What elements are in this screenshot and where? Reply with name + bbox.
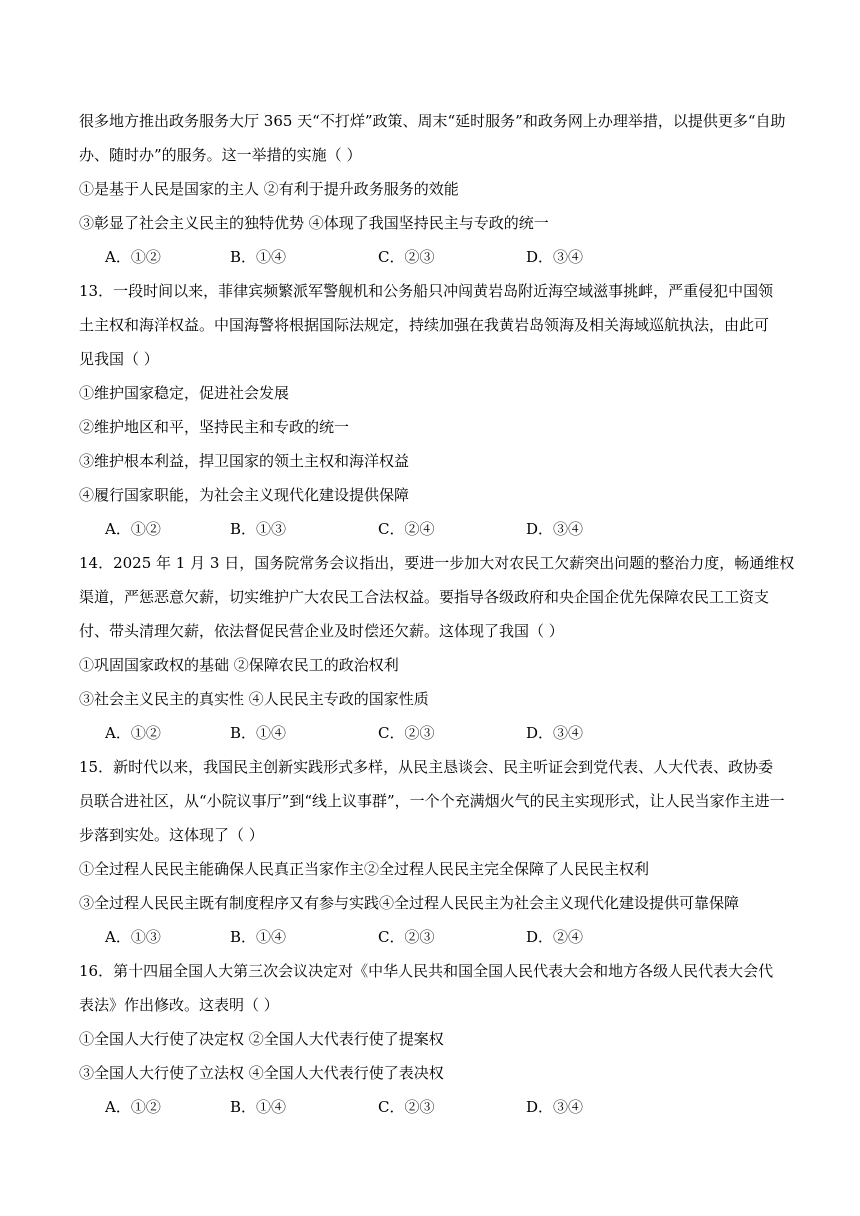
q13-statement-1: ①维护国家稳定，促进社会发展	[79, 384, 290, 402]
q13-option-d[interactable]: D．③④	[526, 520, 584, 538]
q15-statements-2: ③全过程人民民主既有制度程序又有参与实践④全过程人民民主为社会主义现代化建设提供可靠保障	[79, 894, 740, 912]
q12-statements-2: ③彰显了社会主义民主的独特优势 ④体现了我国坚持民主与专政的统一	[79, 214, 549, 232]
q16-option-b[interactable]: B．①④	[230, 1098, 287, 1116]
q16-stem-line-1: 16．第十四届全国人大第三次会议决定对《中华人民共和国全国人民代表大会和地方各级人民代表大会代	[79, 962, 774, 980]
q15-stem-line-2: 员联合进社区，从“小院议事厅”到“线上议事群”，一个个充满烟火气的民主实现形式，让人民当家作主进一	[79, 792, 785, 810]
q15-option-b[interactable]: B．①④	[230, 928, 287, 946]
q14-option-a[interactable]: A．①②	[105, 724, 161, 742]
q13-stem-line-1: 13．一段时间以来，菲律宾频繁派军警舰机和公务船只冲闯黄岩岛附近海空域滋事挑衅，严重侵犯中国领	[79, 282, 774, 300]
q15-option-d[interactable]: D．②④	[526, 928, 584, 946]
q13-option-b[interactable]: B．①③	[230, 520, 287, 538]
q13-stem-line-3: 见我国（ ）	[79, 350, 159, 368]
q12-stem-line-2: 办、随时办”的服务。这一举措的实施（ ）	[79, 146, 362, 164]
q13-statement-3: ③维护根本利益，捍卫国家的领土主权和海洋权益	[79, 452, 410, 470]
q15-option-c[interactable]: C．②③	[378, 928, 435, 946]
q13-option-a[interactable]: A．①②	[105, 520, 161, 538]
q14-option-b[interactable]: B．①④	[230, 724, 287, 742]
q16-option-d[interactable]: D．③④	[526, 1098, 584, 1116]
q12-option-a[interactable]: A．①②	[105, 248, 161, 266]
q15-option-a[interactable]: A．①③	[105, 928, 161, 946]
q14-stem-line-1: 14．2025 年 1 月 3 日，国务院常务会议指出，要进一步加大对农民工欠薪突出问题的整治力度，畅通维权	[79, 554, 795, 572]
q12-option-b[interactable]: B．①④	[230, 248, 287, 266]
q14-stem-line-3: 付、带头清理欠薪，依法督促民营企业及时偿还欠薪。这体现了我国（ ）	[79, 622, 564, 640]
q16-statements-1: ①全国人大行使了决定权 ②全国人大代表行使了提案权	[79, 1030, 444, 1048]
q16-option-a[interactable]: A．①②	[105, 1098, 161, 1116]
q12-stem-line-1: 很多地方推出政务服务大厅 365 天“不打烊”政策、周末“延时服务”和政务网上办理举措，以提供更多“自助	[79, 112, 786, 130]
q13-statement-4: ④履行国家职能，为社会主义现代化建设提供保障	[79, 486, 410, 504]
q14-statements-1: ①巩固国家政权的基础 ②保障农民工的政治权利	[79, 656, 399, 674]
q13-statement-2: ②维护地区和平，坚持民主和专政的统一	[79, 418, 350, 436]
q16-stem-line-2: 表法》作出修改。这表明（ ）	[79, 996, 279, 1014]
q16-option-c[interactable]: C．②③	[378, 1098, 435, 1116]
q15-stem-line-1: 15．新时代以来，我国民主创新实践形式多样，从民主恳谈会、民主听证会到党代表、人大代表、政协委	[79, 758, 774, 776]
q12-option-d[interactable]: D．③④	[526, 248, 584, 266]
q12-option-c[interactable]: C．②③	[378, 248, 435, 266]
q13-option-c[interactable]: C．②④	[378, 520, 435, 538]
q14-stem-line-2: 渠道，严惩恶意欠薪，切实维护广大农民工合法权益。要指导各级政府和央企国企优先保障农民工工资支	[79, 588, 770, 606]
q14-statements-2: ③社会主义民主的真实性 ④人民民主专政的国家性质	[79, 690, 429, 708]
q15-statements-1: ①全过程人民民主能确保人民真正当家作主②全过程人民民主完全保障了人民民主权利	[79, 860, 650, 878]
q12-statements-1: ①是基于人民是国家的主人 ②有利于提升政务服务的效能	[79, 180, 459, 198]
q15-stem-line-3: 步落到实处。这体现了（ ）	[79, 826, 264, 844]
q14-option-d[interactable]: D．③④	[526, 724, 584, 742]
q14-option-c[interactable]: C．②③	[378, 724, 435, 742]
q16-statements-2: ③全国人大行使了立法权 ④全国人大代表行使了表决权	[79, 1064, 444, 1082]
q13-stem-line-2: 土主权和海洋权益。中国海警将根据国际法规定，持续加强在我黄岩岛领海及相关海域巡航执法，由此可	[79, 316, 770, 334]
